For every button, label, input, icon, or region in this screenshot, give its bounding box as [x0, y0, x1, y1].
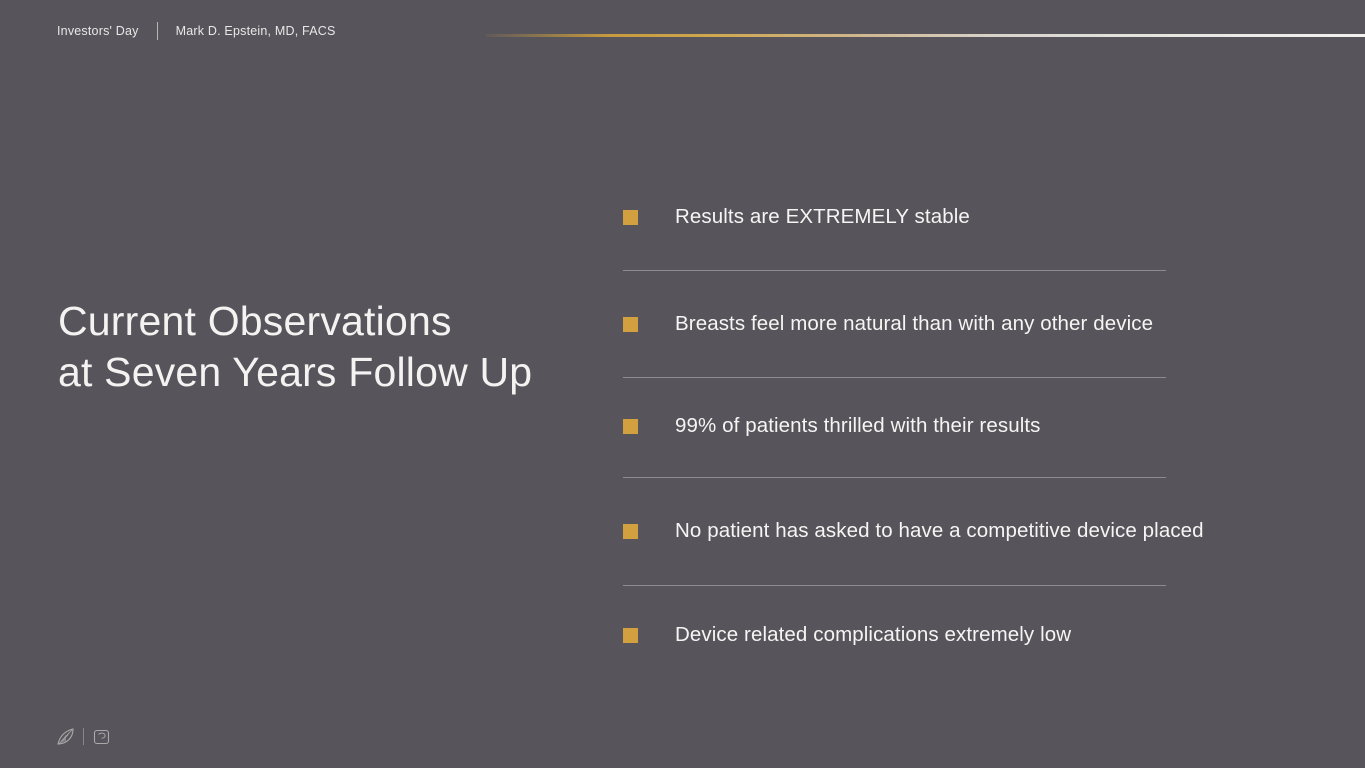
list-item	[600, 293, 1330, 355]
header-presenter-label: Mark D. Epstein, MD, FACS	[175, 24, 336, 38]
header-event-label: Investors' Day	[57, 24, 139, 38]
page-title-line-1: Current Observations	[58, 298, 452, 344]
list-item	[600, 186, 1330, 248]
bullet-square-icon	[623, 524, 638, 539]
bullet-separator	[623, 585, 1166, 586]
bullet-separator	[623, 477, 1166, 478]
header-left-group	[57, 22, 336, 40]
bullet-text: Device related complications extremely low	[675, 623, 1072, 646]
list-item	[600, 604, 1330, 666]
footer-logos	[56, 727, 111, 746]
slide-header	[0, 0, 1365, 62]
box-logo-icon	[92, 727, 111, 746]
bullet-text: 99% of patients thrilled with their results	[675, 414, 1041, 437]
bullet-separator	[623, 270, 1166, 271]
bullet-square-icon	[623, 210, 638, 225]
bullet-separator	[623, 377, 1166, 378]
bullet-square-icon	[623, 419, 638, 434]
bullet-text: Results are EXTREMELY stable	[675, 205, 970, 228]
bullet-square-icon	[623, 628, 638, 643]
list-item	[600, 395, 1330, 457]
header-gradient-rule	[486, 34, 1365, 37]
bullet-square-icon	[623, 317, 638, 332]
header-divider	[157, 22, 158, 40]
bullet-text: Breasts feel more natural than with any other device	[675, 312, 1154, 335]
bullet-text: No patient has asked to have a competitive device placed	[675, 519, 1204, 542]
leaf-logo-icon	[56, 727, 75, 746]
list-item	[600, 500, 1330, 562]
bullet-list	[600, 186, 1330, 666]
page-title	[58, 296, 618, 398]
page-title-line-2: at Seven Years Follow Up	[58, 349, 533, 395]
footer-logo-divider	[83, 728, 84, 745]
